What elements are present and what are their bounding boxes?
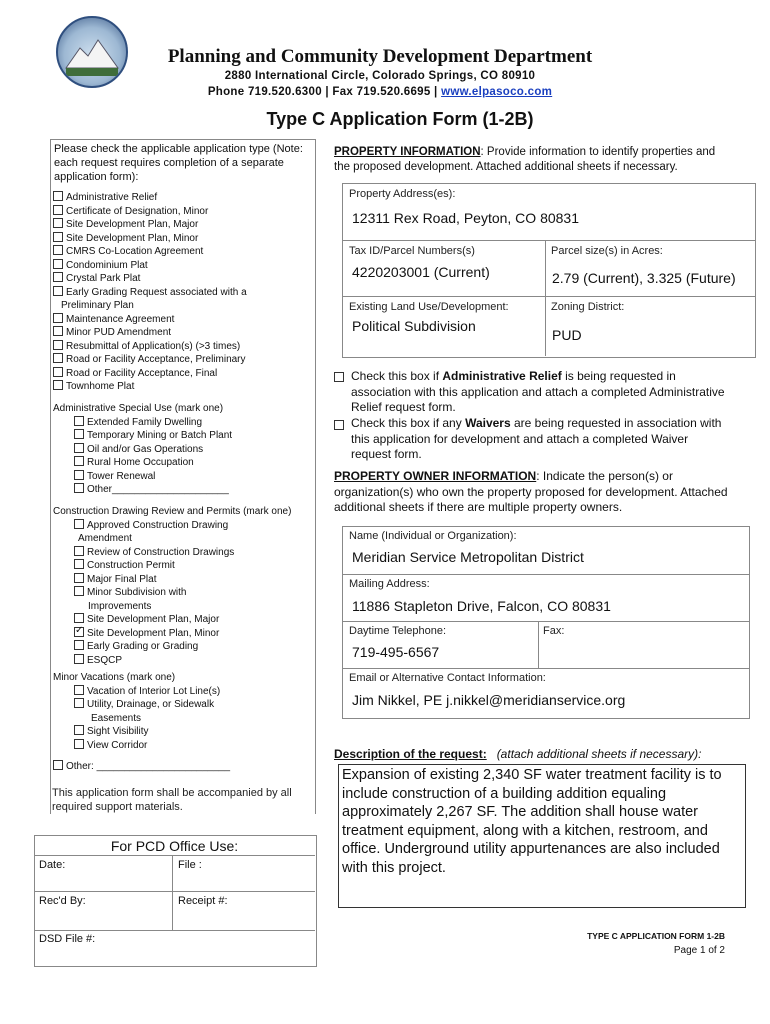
checkbox-label: Condominium Plat [66, 259, 148, 271]
checkbox-label: Minor Subdivision with [87, 587, 187, 598]
checkbox[interactable] [53, 245, 63, 255]
tax-id-field[interactable]: 4220203001 (Current) [352, 264, 490, 280]
property-address-label: Property Address(es): [349, 188, 456, 200]
pcd-office-use-title: For PCD Office Use: [110, 838, 239, 854]
checkbox-label: Maintenance Agreement [66, 313, 175, 325]
mailing-address-label: Mailing Address: [349, 578, 430, 590]
checkbox-label: Extended Family Dwelling [87, 416, 203, 428]
waivers-text: Check this box if any Waivers are being requested in association with this application for development and attach a completed Waiver request form. [351, 416, 722, 461]
construction-checkbox-row[interactable] [53, 586, 308, 600]
checkbox[interactable] [74, 443, 84, 453]
checkbox-label-continuation: Improvements [88, 600, 152, 612]
minor-vacation-checkbox-row[interactable] [53, 698, 308, 712]
checkbox-label: Review of Construction Drawings [87, 546, 235, 558]
type-checkbox-row[interactable] [53, 353, 308, 367]
dsd-file-field-label: DSD File #: [39, 933, 96, 945]
construction-checkbox-row-checked[interactable] [53, 627, 308, 641]
checkbox-label: Site Development Plan, Major [66, 219, 199, 230]
owner-name-label: Name (Individual or Organization): [349, 530, 517, 542]
construction-checkbox-row[interactable] [53, 640, 308, 654]
checkbox-label: Early Grading or Grading [87, 641, 199, 652]
checkbox[interactable] [53, 313, 63, 323]
checkbox-label: Tower Renewal [87, 470, 156, 482]
checkbox-label: ESQCP [87, 654, 123, 666]
checkbox-label: Crystal Park Plat [66, 273, 141, 284]
checkbox-label: Site Development Plan, Minor [66, 232, 199, 244]
checkbox[interactable] [74, 573, 84, 583]
checkbox-label: Certificate of Designation, Minor [66, 205, 209, 217]
type-checkbox-row[interactable] [53, 191, 308, 205]
description-field[interactable]: Expansion of existing 2,340 SF water treatment facility is to include construction of a building addition equaling approximately 2,267 SF. The addition shall house water treatment equipment, along with a kitchen, restroom, and office. Underground utility appurtenances are also included with this project. [342, 767, 722, 876]
checkbox-label: Major Final Plat [87, 573, 157, 585]
checkbox[interactable] [53, 205, 63, 215]
minor-vacation-checkbox-row[interactable] [53, 685, 308, 699]
checkbox-label: Oil and/or Gas Operations [87, 443, 204, 455]
support-materials-note: This application form shall be accompanied by all required support materials. [52, 787, 292, 813]
checkbox[interactable] [74, 725, 84, 735]
divider [34, 855, 315, 856]
checkbox[interactable] [74, 586, 84, 596]
minor-vacations-section [53, 671, 308, 752]
type-checkbox-row[interactable] [53, 205, 308, 219]
owner-name-field[interactable]: Meridian Service Metropolitan District [352, 549, 584, 565]
checkbox-checked[interactable] [74, 627, 84, 637]
checkbox[interactable] [53, 760, 63, 770]
checkbox-label: Administrative Relief [66, 192, 158, 203]
checkbox[interactable] [53, 272, 63, 282]
checkbox[interactable] [74, 613, 84, 623]
waivers-checkbox[interactable] [334, 420, 344, 430]
checkbox-label: Minor PUD Amendment [66, 327, 172, 338]
checkbox-label: Vacation of Interior Lot Line(s) [87, 685, 221, 697]
department-address: 2880 International Circle, Colorado Springs, CO 80910 [224, 70, 536, 82]
type-checkbox-row[interactable] [53, 259, 308, 273]
admin-relief-checkbox[interactable] [334, 372, 344, 382]
checkbox[interactable] [53, 191, 63, 201]
phone-fax-text: Phone 719.520.6300 | Fax 719.520.6695 | [207, 86, 442, 98]
page-number: Page 1 of 2 [673, 945, 725, 956]
daytime-phone-field[interactable]: 719-495-6567 [352, 644, 440, 660]
admin-special-checkbox-row[interactable] [53, 470, 308, 484]
zoning-field[interactable]: PUD [552, 327, 582, 343]
type-checkbox-row[interactable] [53, 272, 308, 286]
checkbox-label: Site Development Plan, Minor [87, 627, 220, 639]
admin-special-checkbox-row[interactable] [53, 483, 308, 497]
checkbox[interactable] [53, 380, 63, 390]
checkbox-label: View Corridor [87, 739, 148, 751]
tax-id-label: Tax ID/Parcel Numbers(s) [349, 245, 475, 257]
divider [342, 574, 749, 575]
checkbox-label: Construction Permit [87, 560, 175, 571]
construction-checkbox-row[interactable] [53, 519, 308, 533]
parcel-size-field[interactable]: 2.79 (Current), 3.325 (Future) [552, 270, 736, 286]
divider [538, 621, 539, 668]
divider [342, 668, 749, 669]
owner-info-intro [334, 469, 734, 516]
admin-special-checkbox-row[interactable] [53, 443, 308, 457]
other-type-row[interactable] [53, 760, 308, 774]
construction-checkbox-row[interactable] [53, 573, 308, 587]
checkbox[interactable] [74, 685, 84, 695]
application-type-intro: Please check the applicable application type (Note: each request requires completion of a separate application form): [54, 143, 303, 183]
checkbox-label-continuation: Easements [91, 712, 142, 724]
recd-by-field-label: Rec'd By: [39, 895, 86, 907]
admin-special-use-section [53, 402, 308, 497]
checkbox[interactable] [74, 519, 84, 529]
owner-info-desc: : Indicate the person(s) or organization(s) who own the property proposed for development. Attached additional sheets if there are multiple property owners. [334, 469, 728, 514]
other-label: Other: ________________________ [66, 761, 231, 772]
checkbox-label: Sight Visibility [87, 726, 149, 737]
form-title: Type C Application Form (1-2B) [266, 109, 534, 129]
divider [34, 930, 315, 931]
construction-checkbox-row[interactable] [53, 613, 308, 627]
email-contact-field[interactable]: Jim Nikkel, PE j.nikkel@meridianservice.org [352, 692, 626, 708]
checkbox[interactable] [74, 654, 84, 664]
property-info-intro [334, 145, 734, 175]
divider [342, 621, 749, 622]
minor-vacation-checkbox-row[interactable] [53, 739, 308, 753]
construction-drawing-section [53, 505, 308, 667]
type-checkbox-row[interactable] [53, 380, 308, 394]
admin-special-checkbox-row[interactable] [53, 456, 308, 470]
minor-vacation-checkbox-row[interactable] [53, 725, 308, 739]
daytime-phone-label: Daytime Telephone: [349, 625, 447, 637]
checkbox-label: Townhome Plat [66, 381, 135, 392]
checkbox-label: Approved Construction Drawing [87, 519, 229, 531]
description-heading [334, 747, 701, 761]
checkbox-label: Early Grading Request associated with a [66, 286, 247, 298]
section-heading: Construction Drawing Review and Permits (mark one) [53, 506, 292, 517]
checkbox[interactable] [74, 739, 84, 749]
fax-label: Fax: [543, 625, 565, 637]
checkbox-label: Road or Facility Acceptance, Final [66, 367, 218, 379]
divider [545, 240, 546, 356]
department-title: Planning and Community Development Department [167, 46, 593, 67]
checkbox-label: Other_____________________ [87, 484, 229, 495]
website-link[interactable]: www.elpasoco.com [441, 86, 553, 98]
type-checkbox-row[interactable] [53, 232, 308, 246]
land-use-label: Existing Land Use/Development: [349, 301, 509, 313]
mailing-address-field[interactable]: 11886 Stapleton Drive, Falcon, CO 80831 [352, 598, 611, 614]
type-checkbox-row[interactable] [53, 218, 308, 232]
checkbox[interactable] [53, 218, 63, 228]
type-checkbox-row[interactable] [53, 245, 308, 259]
file-field-label: File : [178, 859, 202, 871]
checkbox[interactable] [74, 483, 84, 493]
owner-info-heading: PROPERTY OWNER INFORMATION [334, 469, 537, 483]
checkbox-label: Site Development Plan, Major [87, 614, 220, 625]
checkbox-label-continuation: Preliminary Plan [61, 300, 134, 311]
checkbox-label: Road or Facility Acceptance, Preliminary [66, 354, 246, 365]
checkbox[interactable] [74, 640, 84, 650]
land-use-field[interactable]: Political Subdivision [352, 318, 476, 334]
construction-checkbox-row[interactable] [53, 654, 308, 668]
property-info-heading: PROPERTY INFORMATION [334, 146, 481, 158]
application-type-list [53, 191, 308, 394]
checkbox[interactable] [74, 456, 84, 466]
zoning-label: Zoning District: [551, 301, 625, 313]
checkbox-label: CMRS Co-Location Agreement [66, 246, 204, 257]
admin-special-checkbox-row[interactable] [53, 416, 308, 430]
property-address-field[interactable]: 12311 Rex Road, Peyton, CO 80831 [352, 210, 580, 226]
admin-special-checkbox-row[interactable] [53, 429, 308, 443]
checkbox[interactable] [53, 340, 63, 350]
divider [342, 240, 755, 241]
type-checkbox-row[interactable] [53, 340, 308, 354]
divider [34, 891, 315, 892]
construction-checkbox-row[interactable] [53, 559, 308, 573]
checkbox[interactable] [74, 698, 84, 708]
checkbox[interactable] [53, 367, 63, 377]
checkbox-label-continuation: Amendment [78, 533, 132, 544]
divider [172, 855, 173, 930]
form-id-footer: TYPE C APPLICATION FORM 1-2B [587, 931, 725, 941]
type-checkbox-row[interactable] [53, 286, 308, 300]
checkbox[interactable] [53, 232, 63, 242]
checkbox[interactable] [74, 416, 84, 426]
checkbox[interactable] [74, 429, 84, 439]
construction-checkbox-row[interactable] [53, 546, 308, 560]
checkbox[interactable] [53, 353, 63, 363]
description-note: (attach additional sheets if necessary): [496, 747, 702, 761]
parcel-size-label: Parcel size(s) in Acres: [551, 245, 663, 257]
section-heading: Administrative Special Use (mark one) [53, 403, 224, 414]
department-contact [130, 86, 630, 98]
checkbox-label: Rural Home Occupation [87, 457, 194, 468]
email-contact-label: Email or Alternative Contact Information: [349, 672, 546, 684]
checkbox[interactable] [53, 286, 63, 296]
date-field-label: Date: [39, 859, 66, 871]
divider [342, 296, 755, 297]
checkbox[interactable] [74, 546, 84, 556]
property-info-desc: : Provide information to identify properties and the proposed development. Attached additional sheets if necessary. [334, 146, 716, 173]
checkbox[interactable] [53, 326, 63, 336]
checkbox[interactable] [74, 470, 84, 480]
checkbox-label: Temporary Mining or Batch Plant [87, 430, 233, 441]
checkbox[interactable] [74, 559, 84, 569]
county-seal-logo [56, 16, 128, 88]
section-heading: Minor Vacations (mark one) [53, 672, 176, 683]
checkbox[interactable] [53, 259, 63, 269]
type-checkbox-row[interactable] [53, 367, 308, 381]
type-checkbox-row[interactable] [53, 313, 308, 327]
admin-relief-text: Check this box if Administrative Relief is being requested in association with this application and attach a completed Administrative Relief request form. [351, 369, 725, 414]
type-checkbox-row[interactable] [53, 326, 308, 340]
description-title: Description of the request: [334, 747, 487, 761]
checkbox-label: Resubmittal of Application(s) (>3 times) [66, 340, 241, 352]
receipt-field-label: Receipt #: [178, 895, 228, 907]
checkbox-label: Utility, Drainage, or Sidewalk [87, 699, 215, 710]
